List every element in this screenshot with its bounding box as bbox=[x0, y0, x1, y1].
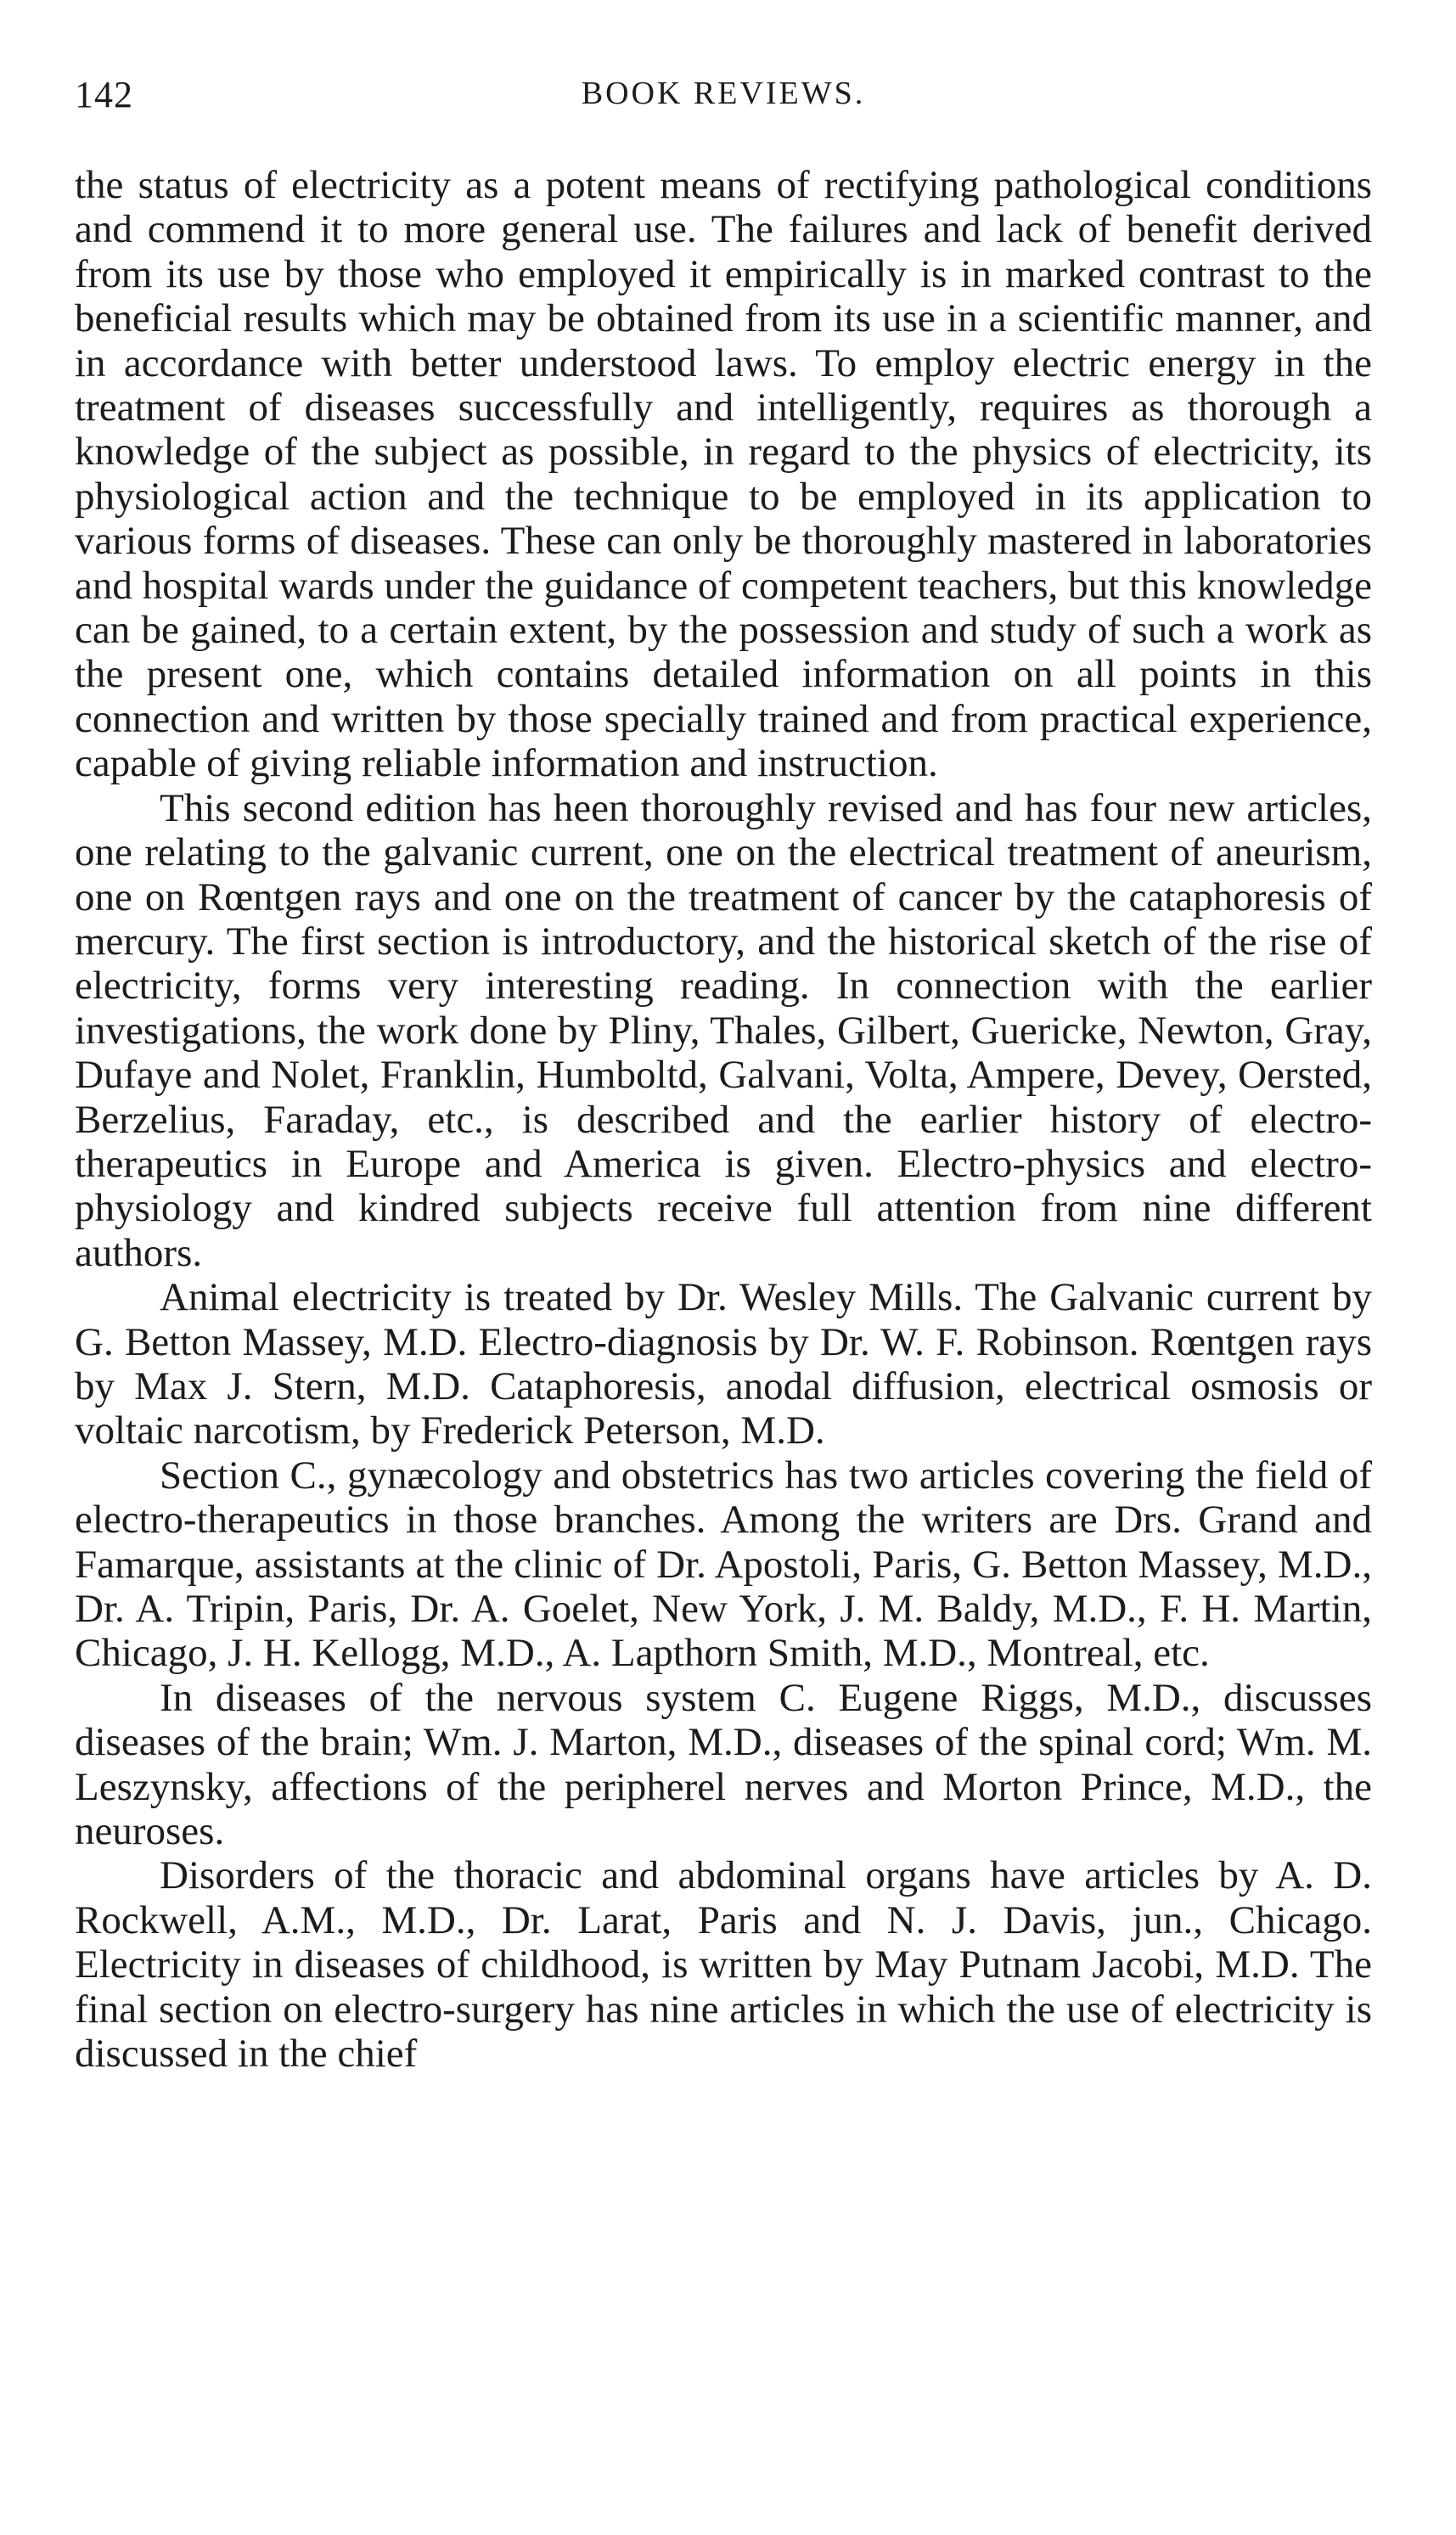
paragraph-second-edition: This second edition has heen thoroughly revised and has four new articles, one relating to the galvanic current, one on the electrical treatment of aneurism, one on Rœntgen rays and one on the treatment of cancer by the cataphoresis of mercury. The first section is introductory, and the historical sketch of the rise of electricity, forms very interesting reading. In connection with the earlier investigations, the work done by Pliny, Thales, Gilbert, Guericke, Newton, Gray, Dufaye and Nolet, Franklin, Humboltd, Galvani, Volta, Ampere, Devey, Oersted, Berzelius, Faraday, etc., is described and the earlier history of electro-therapeutics in Europe and America is given. Electro-physics and electro-physiology and kindred subjects receive full attention from nine different authors. bbox=[75, 785, 1372, 1275]
page-number: 142 bbox=[75, 74, 133, 115]
page-header bbox=[75, 73, 1372, 124]
running-title: BOOK REVIEWS. bbox=[581, 76, 866, 111]
paragraph-thoracic-abdominal: Disorders of the thoracic and abdominal organs have articles by A. D. Rockwell, A.M., M.D., Dr. Larat, Paris and N. J. Davis, jun., Chicago. Electricity in diseases of childhood, is written by May Putnam Jacobi, M.D. The final section on electro-surgery has nine articles in which the use of electricity is discussed in the chief bbox=[75, 1853, 1372, 2077]
paragraph-gynaecology: Section C., gynæcology and obstetrics has two articles covering the field of electro-therapeutics in those branches. Among the writers are Drs. Grand and Famarque, assistants at the clinic of Dr. Apostoli, Paris, G. Betton Massey, M.D., Dr. A. Tripin, Paris, Dr. A. Goelet, New York, J. M. Baldy, M.D., F. H. Martin, Chicago, J. H. Kellogg, M.D., A. Lapthorn Smith, M.D., Montreal, etc. bbox=[75, 1453, 1372, 1676]
paragraph-animal-electricity: Animal electricity is treated by Dr. Wesley Mills. The Galvanic current by G. Betton Massey, M.D. Electro-diagnosis by Dr. W. F. Robinson. Rœntgen rays by Max J. Stern, M.D. Cataphoresis, anodal diffusion, electrical osmosis or voltaic narcotism, by Frederick Peterson, M.D. bbox=[75, 1275, 1372, 1453]
review-text bbox=[75, 163, 1372, 2076]
paragraph-continued: the status of electricity as a potent means of rectifying pathological conditions and commend it to more general use. The failures and lack of benefit derived from its use by those who employed it empirically is in marked contrast to the beneficial results which may be obtained from its use in a scientific manner, and in accordance with better understood laws. To employ electric energy in the treatment of diseases successfully and intelligently, requires as thorough a knowledge of the subject as possible, in regard to the physics of electricity, its physiological action and the technique to be employed in its application to various forms of diseases. These can only be thoroughly mastered in laboratories and hospital wards under the guidance of competent teachers, but this knowledge can be gained, to a certain extent, by the possession and study of such a work as the present one, which contains detailed information on all points in this connection and written by those specially trained and from practical experience, capable of giving reliable information and instruction. bbox=[75, 163, 1372, 786]
paragraph-nervous-system: In diseases of the nervous system C. Eugene Riggs, M.D., discusses diseases of the brain; Wm. J. Marton, M.D., diseases of the spinal cord; Wm. M. Leszynsky, affections of the peripherel nerves and Morton Prince, M.D., the neuroses. bbox=[75, 1675, 1372, 1854]
